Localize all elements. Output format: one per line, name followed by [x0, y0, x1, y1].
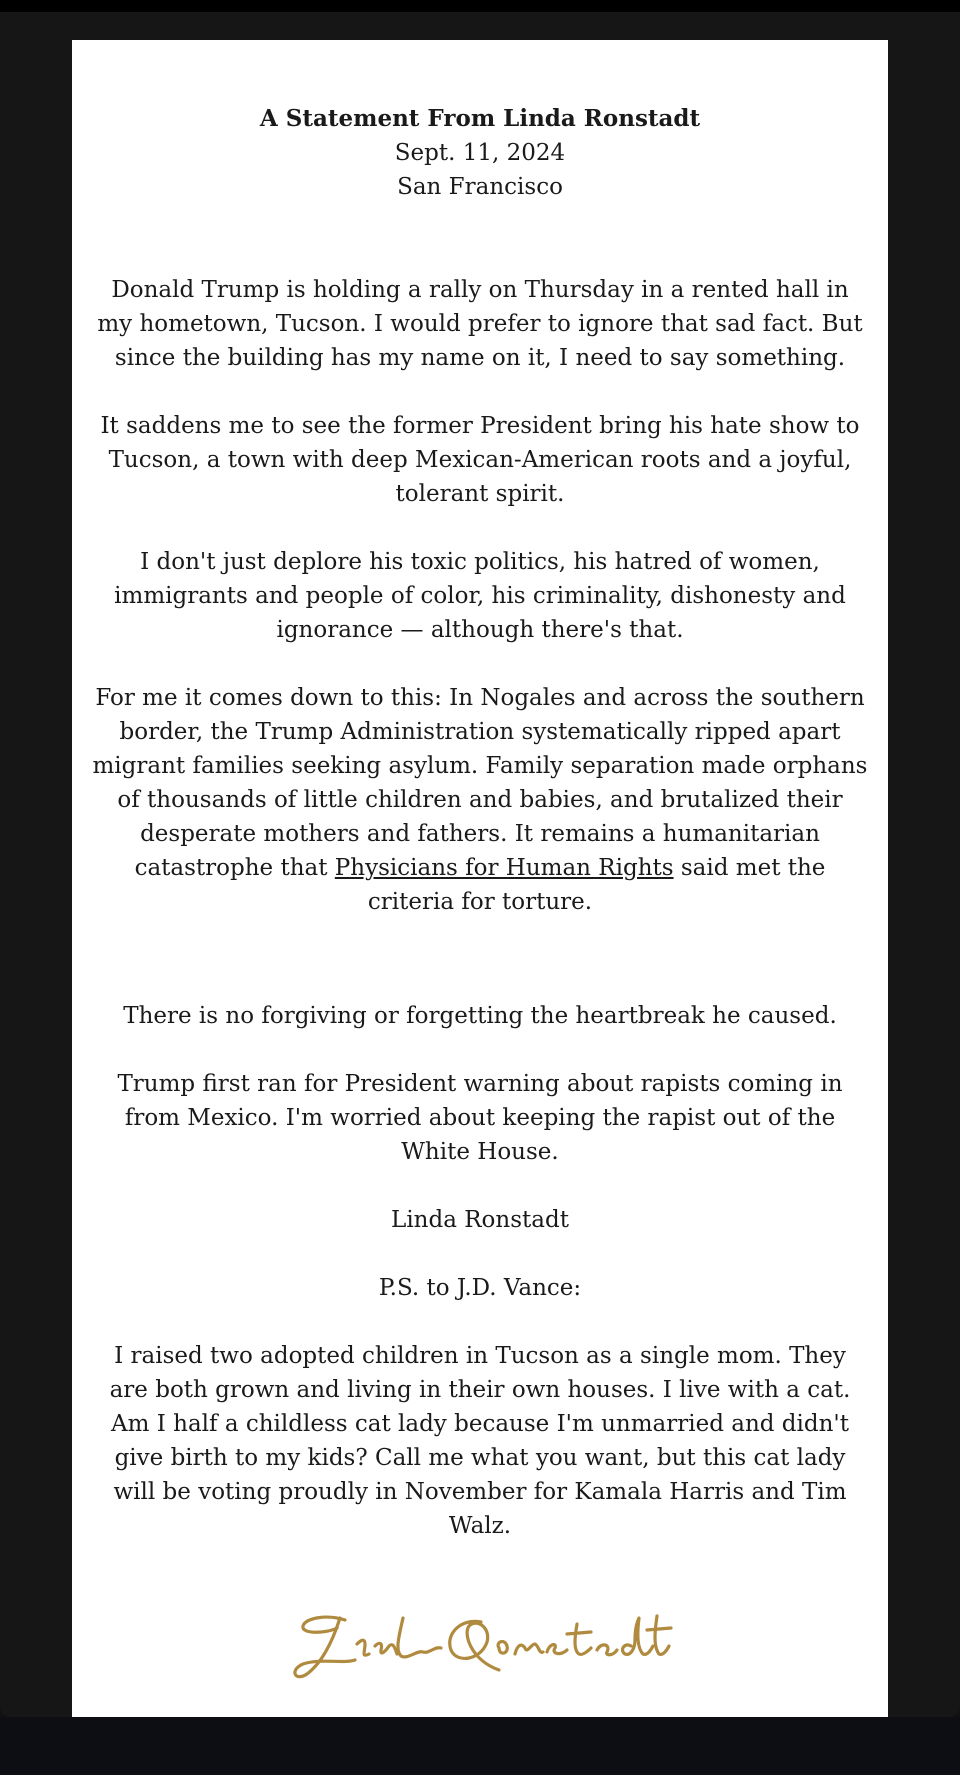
- paragraph-text: For me it comes down to this: In Nogales and across the southern border, the Trump Administration systematically ripped apart migrant families seeking asylum. Family separation made orphans of thousands of little children and babies, and brutalized their desperate mothers and fathers. It remains a humanitarian catastrophe that: [92, 685, 868, 881]
- paragraph-text: said met the criteria for torture.: [367, 855, 826, 915]
- paragraph-cat-lady: I raised two adopted children in Tucson as a single mom. They are both grown and living in their own houses. I live with a cat. Am I half a childless cat lady because I'm unmarried and didn't give birth to my kids? Call me what you want, but this cat lady will be voting proudly in November for Kamala Harris and Tim Walz.: [109, 1343, 851, 1539]
- paragraph-saddens: It saddens me to see the former President bring his hate show to Tucson, a town with deep Mexican-American roots and a joyful, tolerant spirit.: [100, 413, 860, 507]
- paragraph-rapists: Trump first ran for President warning about rapists coming in from Mexico. I'm worried about keeping the rapist out of the White House.: [117, 1071, 843, 1165]
- statement-date: Sept. 11, 2024: [394, 140, 566, 166]
- paragraph-no-forgiving: There is no forgiving or forgetting the heartbreak he caused.: [123, 1003, 837, 1029]
- handwritten-signature: [285, 1600, 675, 1690]
- paragraph-deplore: I don't just deplore his toxic politics, his hatred of women, immigrants and people of color, his criminality, dishonesty and ignorance — although there's that.: [114, 549, 846, 643]
- ps-heading: P.S. to J.D. Vance:: [378, 1275, 582, 1301]
- signoff-name: Linda Ronstadt: [391, 1207, 569, 1233]
- statement-location: San Francisco: [397, 174, 563, 200]
- physicians-for-human-rights-link[interactable]: Physicians for Human Rights: [334, 855, 674, 881]
- bottom-band: [0, 1717, 960, 1775]
- statement-title: A Statement From Linda Ronstadt: [259, 105, 701, 132]
- statement-document: [72, 40, 888, 1717]
- top-bar: [0, 0, 960, 12]
- paragraph-family-separation: [92, 681, 868, 919]
- statement-header: [72, 102, 888, 204]
- paragraph-rally: Donald Trump is holding a rally on Thursday in a rented hall in my hometown, Tucson. I would prefer to ignore that sad fact. But since the building has my name on it, I need to say something.: [97, 277, 863, 371]
